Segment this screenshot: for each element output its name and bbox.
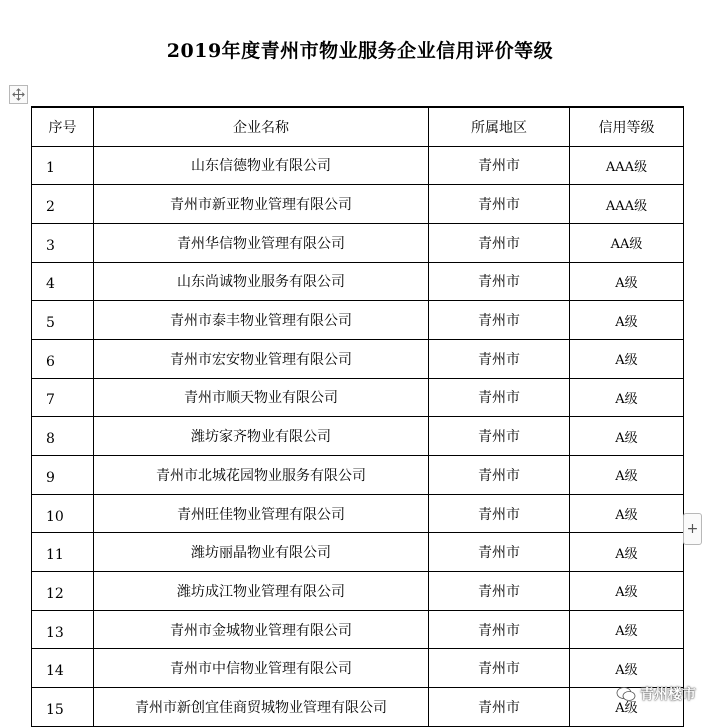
region-cell: 青州市 — [429, 572, 570, 611]
company-name-cell: 潍坊家齐物业有限公司 — [94, 417, 429, 456]
credit-grade-cell: AAA级 — [570, 185, 684, 224]
table-row — [32, 146, 684, 185]
serial-no-cell: 2 — [32, 185, 94, 224]
region-cell: 青州市 — [429, 223, 570, 262]
credit-grade-cell: A级 — [570, 533, 684, 572]
company-name-cell: 青州市新创宜佳商贸城物业管理有限公司 — [94, 688, 429, 727]
credit-grade-cell: A级 — [570, 262, 684, 301]
table-row — [32, 649, 684, 688]
credit-grade-cell: AA级 — [570, 223, 684, 262]
credit-grade-cell: A级 — [570, 494, 684, 533]
serial-no-cell: 12 — [32, 572, 94, 611]
company-name-cell: 青州市宏安物业管理有限公司 — [94, 339, 429, 378]
serial-no-cell: 10 — [32, 494, 94, 533]
watermark-text: 青州楼市 — [640, 687, 696, 703]
company-name-cell: 潍坊丽晶物业有限公司 — [94, 533, 429, 572]
serial-no-cell: 14 — [32, 649, 94, 688]
watermark — [616, 684, 696, 704]
document-title: 2019年度青州市物业服务企业信用评价等级 — [166, 40, 554, 62]
serial-no-cell: 4 — [32, 262, 94, 301]
table-row — [32, 301, 684, 340]
serial-no-cell: 1 — [32, 146, 94, 185]
table-row — [32, 185, 684, 224]
company-name-cell: 青州市顺天物业有限公司 — [94, 378, 429, 417]
serial-no-cell: 9 — [32, 456, 94, 495]
credit-grade-cell: A级 — [570, 688, 684, 727]
plus-icon: + — [686, 521, 699, 537]
table-row — [32, 262, 684, 301]
table-row — [32, 339, 684, 378]
wechat-icon — [616, 686, 636, 702]
region-cell: 青州市 — [429, 146, 570, 185]
table-header-row — [32, 107, 684, 146]
region-cell: 青州市 — [429, 417, 570, 456]
company-name-cell: 青州华信物业管理有限公司 — [94, 223, 429, 262]
add-column-button[interactable] — [683, 513, 702, 545]
serial-no-cell: 6 — [32, 339, 94, 378]
serial-no-cell: 8 — [32, 417, 94, 456]
table-row — [32, 417, 684, 456]
credit-grade-cell: A级 — [570, 378, 684, 417]
company-name-cell: 青州市新亚物业管理有限公司 — [94, 185, 429, 224]
region-cell: 青州市 — [429, 688, 570, 727]
region-cell: 青州市 — [429, 494, 570, 533]
credit-grade-cell: A级 — [570, 301, 684, 340]
header-serial-no: 序号 — [32, 107, 94, 146]
region-cell: 青州市 — [429, 185, 570, 224]
credit-grade-cell: AAA级 — [570, 146, 684, 185]
company-name-cell: 山东尚诚物业服务有限公司 — [94, 262, 429, 301]
serial-no-cell: 5 — [32, 301, 94, 340]
company-name-cell: 青州市北城花园物业服务有限公司 — [94, 456, 429, 495]
serial-no-cell: 15 — [32, 688, 94, 727]
credit-grade-cell: A级 — [570, 339, 684, 378]
table-move-handle[interactable] — [9, 85, 28, 104]
company-name-cell: 青州市中信物业管理有限公司 — [94, 649, 429, 688]
company-name-cell: 青州市金城物业管理有限公司 — [94, 610, 429, 649]
table-row — [32, 456, 684, 495]
serial-no-cell: 3 — [32, 223, 94, 262]
credit-grade-cell: A级 — [570, 649, 684, 688]
region-cell: 青州市 — [429, 533, 570, 572]
credit-grade-cell: A级 — [570, 417, 684, 456]
region-cell: 青州市 — [429, 456, 570, 495]
table-row — [32, 572, 684, 611]
region-cell: 青州市 — [429, 610, 570, 649]
header-company-name: 企业名称 — [94, 107, 429, 146]
credit-grade-cell: A级 — [570, 456, 684, 495]
company-name-cell: 青州旺佳物业管理有限公司 — [94, 494, 429, 533]
region-cell: 青州市 — [429, 339, 570, 378]
credit-grade-table — [31, 106, 684, 727]
region-cell: 青州市 — [429, 301, 570, 340]
credit-grade-cell: A级 — [570, 610, 684, 649]
credit-grade-cell: A级 — [570, 572, 684, 611]
serial-no-cell: 13 — [32, 610, 94, 649]
table-row — [32, 494, 684, 533]
region-cell: 青州市 — [429, 378, 570, 417]
company-name-cell: 山东信德物业有限公司 — [94, 146, 429, 185]
company-name-cell: 潍坊成江物业管理有限公司 — [94, 572, 429, 611]
table-row — [32, 533, 684, 572]
region-cell: 青州市 — [429, 262, 570, 301]
table-body — [32, 146, 684, 726]
table-row — [32, 223, 684, 262]
header-credit-grade: 信用等级 — [570, 107, 684, 146]
serial-no-cell: 11 — [32, 533, 94, 572]
table-row — [32, 378, 684, 417]
region-cell: 青州市 — [429, 649, 570, 688]
serial-no-cell: 7 — [32, 378, 94, 417]
company-name-cell: 青州市泰丰物业管理有限公司 — [94, 301, 429, 340]
table-row — [32, 688, 684, 727]
table-row — [32, 610, 684, 649]
header-region: 所属地区 — [429, 107, 570, 146]
move-arrows-icon — [12, 88, 25, 101]
